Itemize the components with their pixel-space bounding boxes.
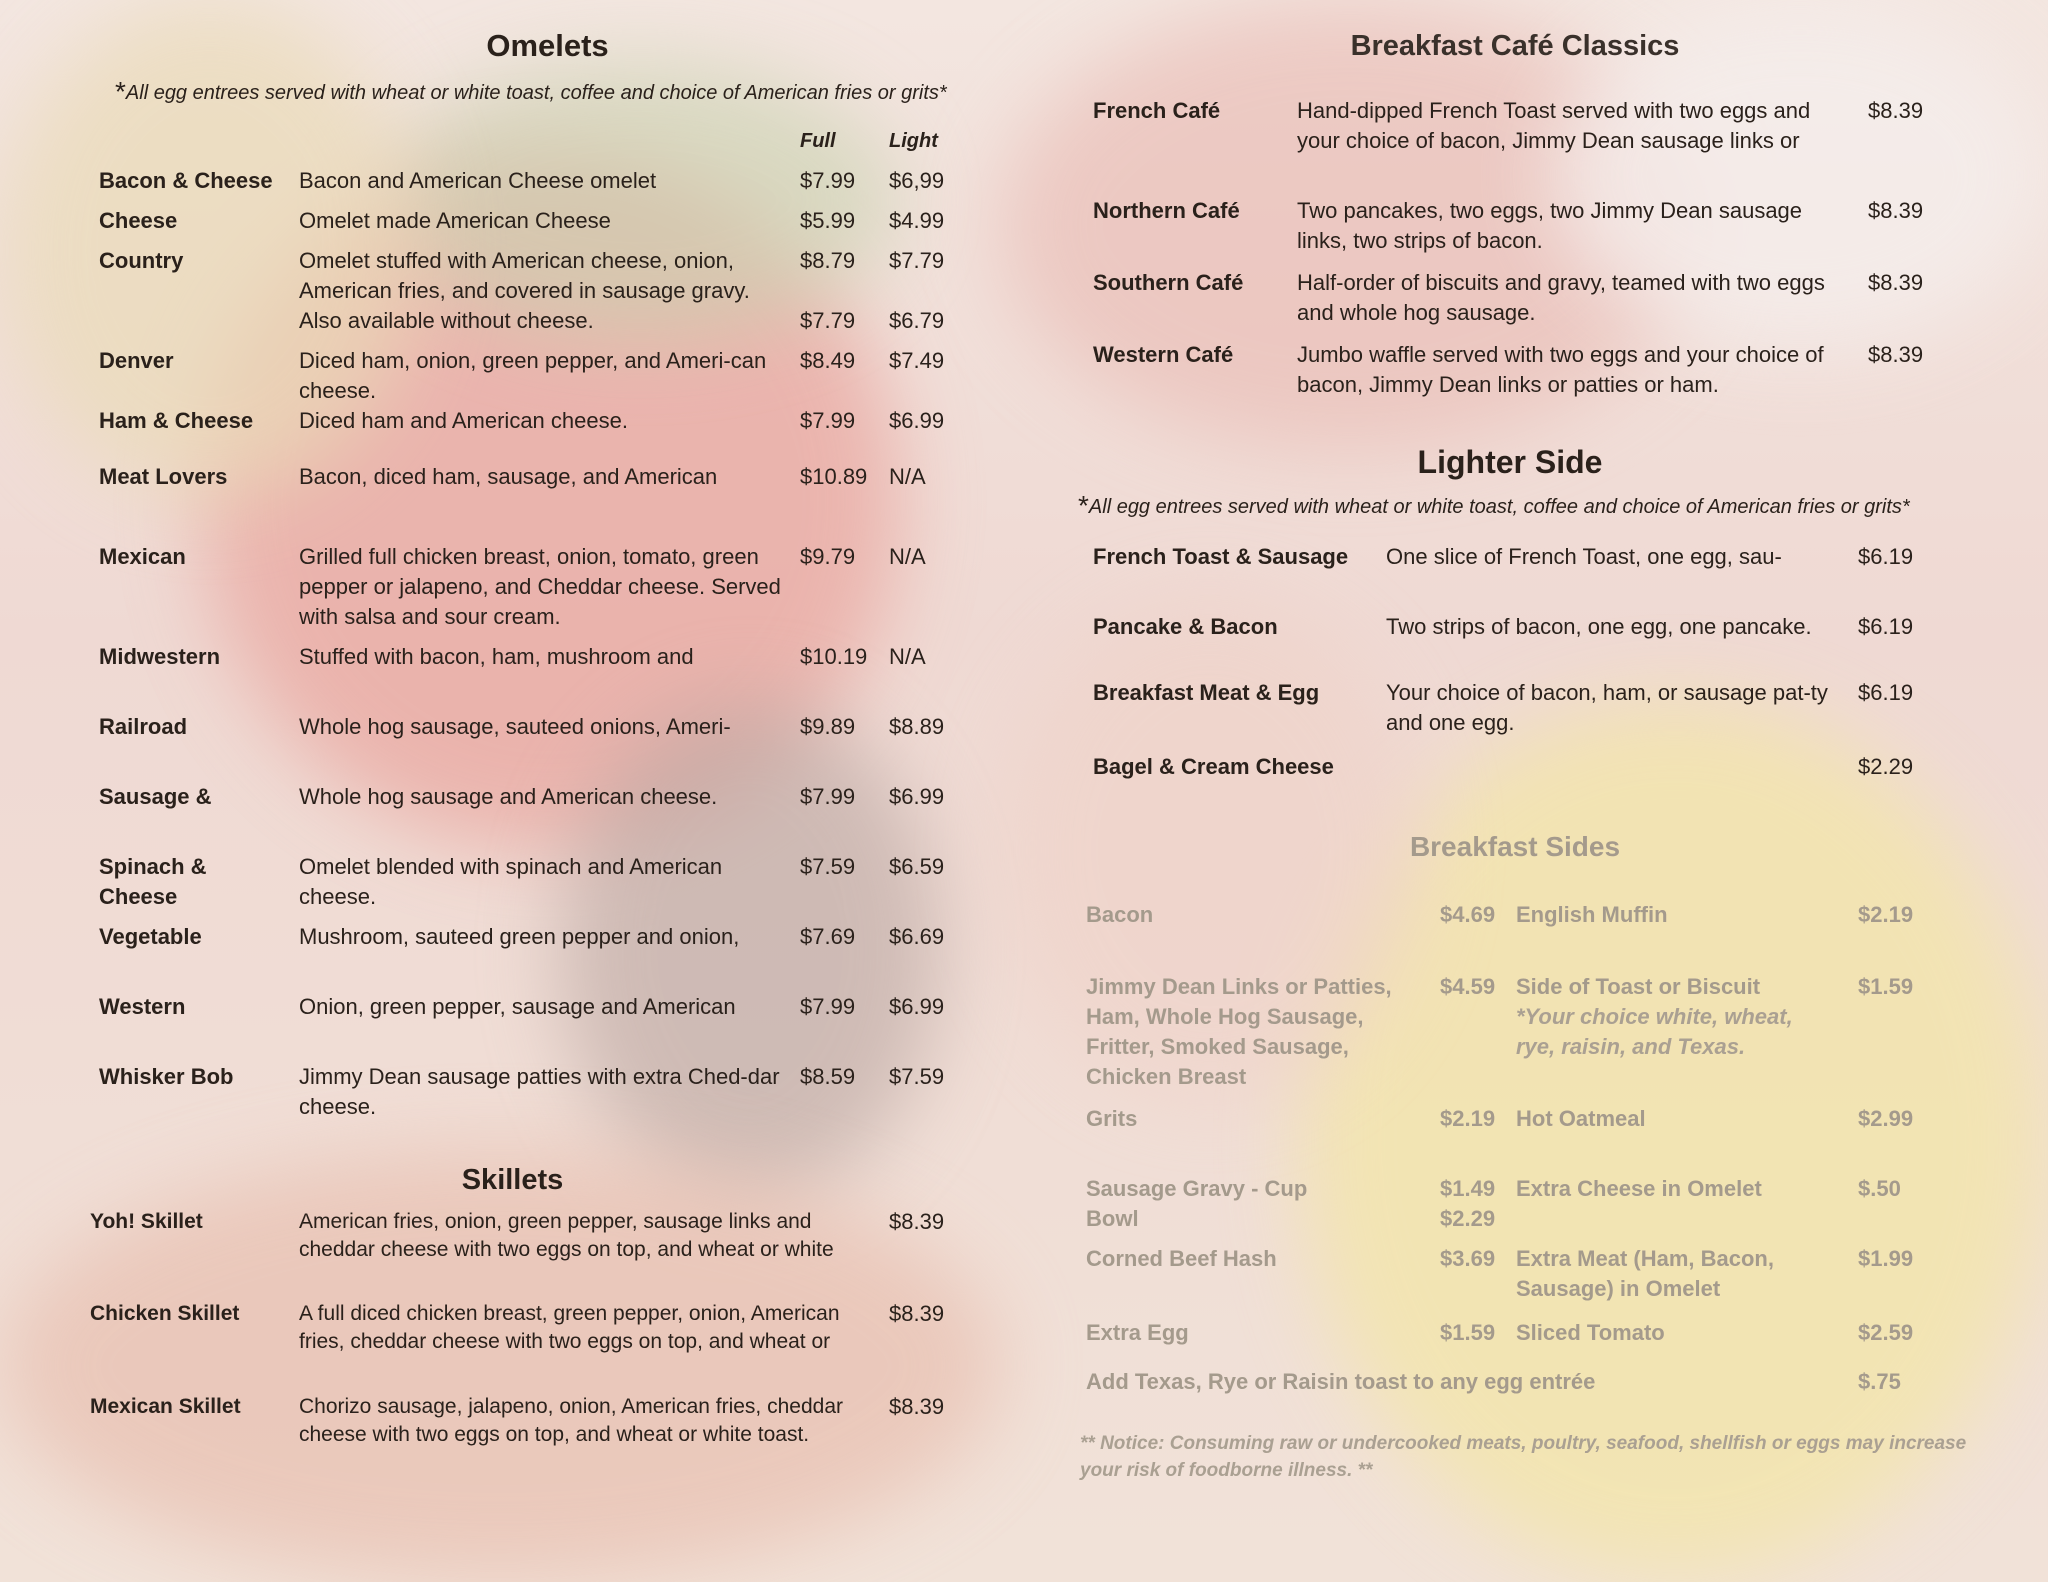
side-left-price: $3.69 — [1440, 1246, 1496, 1271]
side-left-price: $1.59 — [1440, 1320, 1496, 1345]
side-right-price: $1.59 — [1858, 974, 1914, 999]
lighter-price: $2.29 — [1858, 754, 1914, 779]
side-left-name: Grits — [1086, 1106, 1138, 1131]
omelet-light-price: $8.89 — [889, 714, 945, 739]
side-left-name: Corned Beef Hash — [1086, 1246, 1277, 1271]
skillet-desc: Chorizo sausage, jalapeno, onion, American fries, cheddar cheese with two eggs on top, and wheat or white toast. — [299, 1395, 843, 1446]
omelet-light-price: N/A — [889, 464, 926, 489]
omelet-full-price: $7.99 — [800, 168, 856, 193]
omelet-desc: Mushroom, sauteed green pepper and onion, — [299, 924, 740, 949]
omelet-desc: Omelet made American Cheese — [299, 208, 611, 233]
skillet-name: Yoh! Skillet — [90, 1210, 203, 1233]
omelet-desc: Jimmy Dean sausage patties with extra Ched-dar cheese. — [299, 1064, 780, 1119]
classic-name: Western Café — [1093, 342, 1234, 367]
omelet-full-price: $7.99 — [800, 784, 856, 809]
side-right-subnote: *Your choice white, wheat, rye, raisin, and Texas. — [1516, 1004, 1793, 1059]
omelet-full-price: $8.79 — [800, 248, 856, 273]
omelet-full-price: $10.89 — [800, 464, 868, 489]
classic-desc: Hand-dipped French Toast served with two eggs and your choice of bacon, Jimmy Dean sausage links or — [1297, 98, 1811, 153]
omelet-desc: Omelet blended with spinach and American cheese. — [299, 854, 723, 909]
side-left-price-2: $2.29 — [1440, 1206, 1496, 1231]
lighter-desc: One slice of French Toast, one egg, sau- — [1386, 544, 1782, 569]
addon-text: Add Texas, Rye or Raisin toast to any egg entrée — [1086, 1369, 1596, 1394]
omelet-name: Midwestern — [99, 644, 221, 669]
omelet-desc: Onion, green pepper, sausage and American — [299, 994, 736, 1019]
lighter-price: $6.19 — [1858, 680, 1914, 705]
classic-desc: Two pancakes, two eggs, two Jimmy Dean sausage links, two strips of bacon. — [1297, 198, 1803, 253]
omelet-full-price: $7.69 — [800, 924, 856, 949]
omelet-full-price: $9.89 — [800, 714, 856, 739]
side-right-price: $2.99 — [1858, 1106, 1914, 1131]
skillet-price: $8.39 — [889, 1209, 945, 1234]
omelet-name: Spinach & Cheese — [99, 854, 207, 909]
lighter-desc: Two strips of bacon, one egg, one pancake. — [1386, 614, 1812, 639]
side-left-name: Jimmy Dean Links or Patties, Ham, Whole Hog Sausage, Fritter, Smoked Sausage, Chicken Breast — [1086, 974, 1392, 1089]
omelet-desc: Whole hog sausage, sauteed onions, Ameri- — [299, 714, 731, 739]
side-left-price: $2.19 — [1440, 1106, 1496, 1131]
lighter-name: Bagel & Cream Cheese — [1093, 754, 1334, 779]
omelet-desc: Bacon, diced ham, sausage, and American — [299, 464, 718, 489]
side-left-name: Extra Egg — [1086, 1320, 1189, 1345]
omelet-name: Country — [99, 248, 184, 273]
omelet-light-price: $7.79 — [889, 248, 945, 273]
classic-name: French Café — [1093, 98, 1221, 123]
omelet-light-price: N/A — [889, 544, 926, 569]
lighter-title: Lighter Side — [1417, 444, 1603, 480]
side-right-name: English Muffin — [1516, 902, 1668, 927]
skillet-name: Chicken Skillet — [90, 1302, 240, 1325]
omelet-desc: Stuffed with bacon, ham, mushroom and — [299, 644, 694, 669]
health-notice: ** Notice: Consuming raw or undercooked meats, poultry, seafood, shellfish or eggs may increase your risk of foodborne illness. ** — [1080, 1433, 1967, 1481]
side-left-price: $4.69 — [1440, 902, 1496, 927]
omelet-full-price: $5.99 — [800, 208, 856, 233]
side-left-price: $4.59 — [1440, 974, 1496, 999]
omelet-name: Whisker Bob — [99, 1064, 234, 1089]
omelet-desc: Also available without cheese. — [299, 308, 594, 333]
skillet-desc: American fries, onion, green pepper, sausage links and cheddar cheese with two eggs on top, and wheat or white — [299, 1210, 834, 1261]
skillet-price: $8.39 — [889, 1301, 945, 1326]
omelet-light-price: $6,99 — [889, 168, 945, 193]
lighter-note: *All egg entrees served with wheat or white toast, coffee and choice of American fries or grits* — [1078, 490, 1910, 521]
side-right-price: $.50 — [1858, 1176, 1901, 1201]
side-left-name: Bacon — [1086, 902, 1154, 927]
classic-price: $8.39 — [1868, 270, 1924, 295]
omelet-full-price: $8.59 — [800, 1064, 856, 1089]
omelet-name: Denver — [99, 348, 174, 373]
skillets-title: Skillets — [461, 1164, 564, 1196]
omelet-light-price: N/A — [889, 644, 926, 669]
omelet-full-price: $10.19 — [800, 644, 868, 669]
classics-title: Breakfast Café Classics — [1350, 30, 1680, 62]
omelet-full-price: $7.79 — [800, 308, 856, 333]
omelets-title: Omelets — [486, 28, 609, 63]
side-left-name-2: Bowl — [1086, 1206, 1139, 1231]
classic-name: Southern Café — [1093, 270, 1244, 295]
side-right-name: Hot Oatmeal — [1516, 1106, 1646, 1131]
classic-price: $8.39 — [1868, 342, 1924, 367]
omelet-name: Mexican — [99, 544, 186, 569]
omelet-light-price: $4.99 — [889, 208, 945, 233]
lighter-price: $6.19 — [1858, 544, 1914, 569]
omelet-desc: Omelet stuffed with American cheese, onion, American fries, and covered in sausage gravy. — [299, 248, 750, 303]
omelet-name: Ham & Cheese — [99, 408, 254, 433]
side-right-name: Extra Meat (Ham, Bacon, Sausage) in Omelet — [1516, 1246, 1774, 1301]
side-right-price: $1.99 — [1858, 1246, 1914, 1271]
omelet-full-price: $9.79 — [800, 544, 856, 569]
classic-name: Northern Café — [1093, 198, 1240, 223]
skillet-name: Mexican Skillet — [90, 1395, 241, 1418]
skillet-price: $8.39 — [889, 1394, 945, 1419]
omelet-light-price: $6.99 — [889, 408, 945, 433]
side-right-name: Extra Cheese in Omelet — [1516, 1176, 1762, 1201]
omelet-full-price: $7.99 — [800, 994, 856, 1019]
omelet-desc: Diced ham and American cheese. — [299, 408, 628, 433]
side-right-name: Side of Toast or Biscuit — [1516, 974, 1761, 999]
omelet-name: Meat Lovers — [99, 464, 228, 489]
omelet-full-price: $7.59 — [800, 854, 856, 879]
omelet-name: Cheese — [99, 208, 178, 233]
omelet-desc: Bacon and American Cheese omelet — [299, 168, 657, 193]
side-left-name: Sausage Gravy - Cup — [1086, 1176, 1308, 1201]
lighter-name: Breakfast Meat & Egg — [1093, 680, 1320, 705]
omelets-note: *All egg entrees served with wheat or white toast, coffee and choice of American fries or grits* — [115, 76, 947, 107]
omelet-name: Vegetable — [99, 924, 202, 949]
side-left-price: $1.49 — [1440, 1176, 1496, 1201]
col-full-header: Full — [800, 130, 836, 152]
omelet-light-price: $6.69 — [889, 924, 945, 949]
skillet-desc: A full diced chicken breast, green pepper, onion, American fries, cheddar cheese with two eggs on top, and wheat or — [299, 1302, 840, 1353]
omelet-light-price: $7.59 — [889, 1064, 945, 1089]
omelet-desc: Diced ham, onion, green pepper, and Ameri-can cheese. — [299, 348, 767, 403]
classic-price: $8.39 — [1868, 98, 1924, 123]
classic-desc: Half-order of biscuits and gravy, teamed with two eggs and whole hog sausage. — [1297, 270, 1825, 325]
omelet-light-price: $6.99 — [889, 784, 945, 809]
omelet-name: Western — [99, 994, 186, 1019]
side-right-name: Sliced Tomato — [1516, 1320, 1665, 1345]
side-right-price: $2.19 — [1858, 902, 1914, 927]
lighter-price: $6.19 — [1858, 614, 1914, 639]
lighter-desc: Your choice of bacon, ham, or sausage pat-ty and one egg. — [1386, 680, 1828, 735]
omelet-light-price: $7.49 — [889, 348, 945, 373]
omelet-light-price: $6.99 — [889, 994, 945, 1019]
lighter-name: Pancake & Bacon — [1093, 614, 1278, 639]
lighter-name: French Toast & Sausage — [1093, 544, 1349, 569]
omelet-desc: Whole hog sausage and American cheese. — [299, 784, 718, 809]
omelet-full-price: $8.49 — [800, 348, 856, 373]
omelet-light-price: $6.59 — [889, 854, 945, 879]
omelet-full-price: $7.99 — [800, 408, 856, 433]
omelet-name: Railroad — [99, 714, 188, 739]
omelet-name: Bacon & Cheese — [99, 168, 273, 193]
omelet-desc: Grilled full chicken breast, onion, tomato, green pepper or jalapeno, and Cheddar cheese. Served with salsa and sour cream. — [299, 544, 781, 629]
col-light-header: Light — [889, 130, 938, 152]
omelet-light-price: $6.79 — [889, 308, 945, 333]
classic-desc: Jumbo waffle served with two eggs and your choice of bacon, Jimmy Dean links or patties or ham. — [1297, 342, 1824, 397]
addon-price: $.75 — [1858, 1369, 1901, 1394]
classic-price: $8.39 — [1868, 198, 1924, 223]
side-right-price: $2.59 — [1858, 1320, 1914, 1345]
omelet-name: Sausage & — [99, 784, 212, 809]
sides-title: Breakfast Sides — [1409, 831, 1621, 862]
